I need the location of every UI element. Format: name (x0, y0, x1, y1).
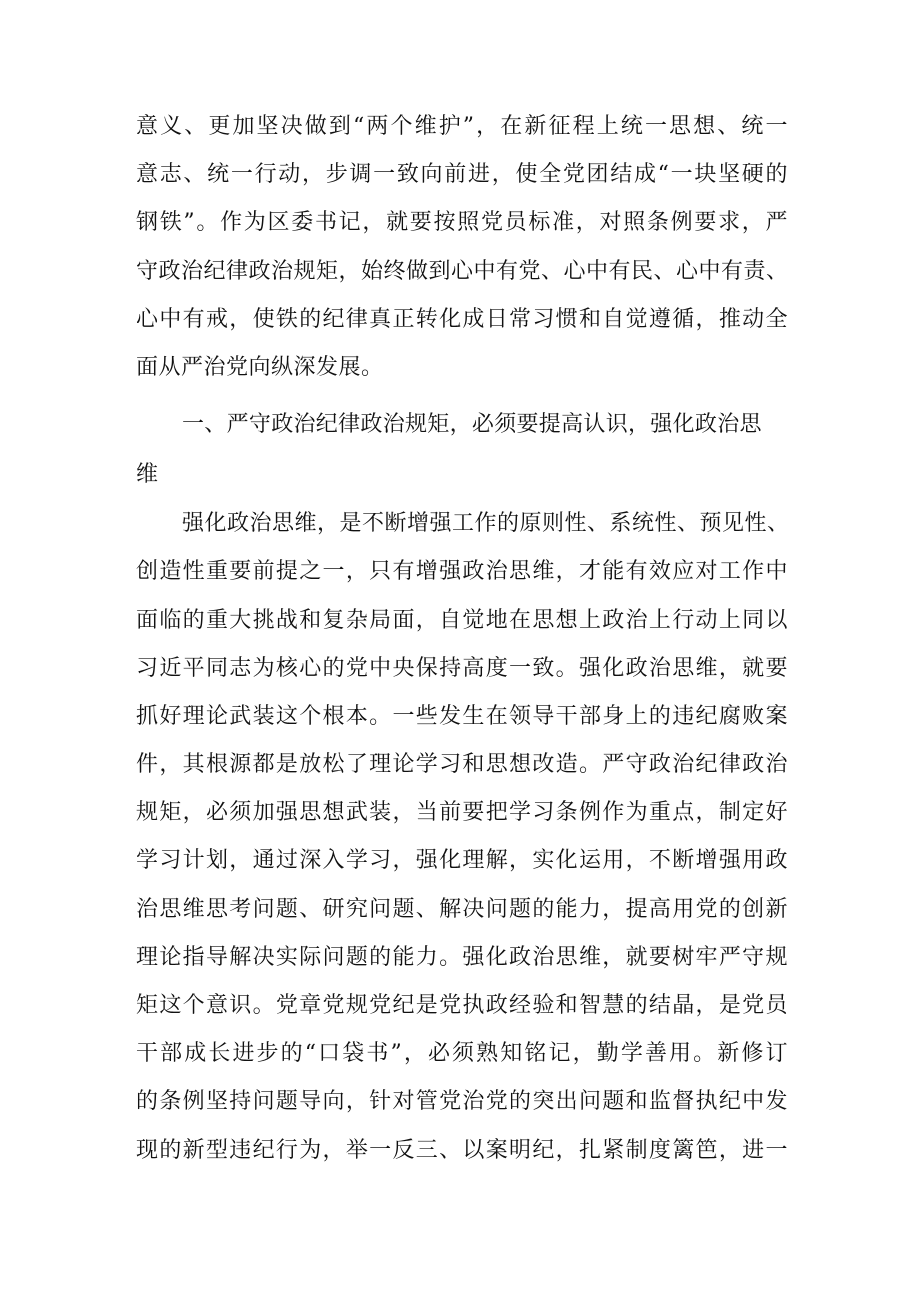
paragraph-line: 治思维思考问题、研究问题、解决问题的能力，提高用党的创新 (136, 896, 788, 922)
paragraph-2 (136, 500, 788, 1175)
paragraph-line: 现的新型违纪行为，举一反三、以案明纪，扎紧制度篱笆，进一 (136, 1137, 788, 1163)
paragraph-line: 习近平同志为核心的党中央保持高度一致。强化政治思维，就要 (136, 655, 788, 681)
paragraph-line: 的条例坚持问题导向，针对管党治党的突出问题和监督执纪中发 (136, 1089, 788, 1115)
paragraph-line: 钢铁”。作为区委书记，就要按照党员标准，对照条例要求，严 (136, 210, 788, 236)
paragraph-1 (136, 103, 788, 392)
paragraph-line: 意志、统一行动，步调一致向前进，使全党团结成“一块坚硬的 (136, 162, 788, 188)
paragraph-line: 面临的重大挑战和复杂局面，自觉地在思想上政治上行动上同以 (136, 607, 788, 633)
paragraph-line: 抓好理论武装这个根本。一些发生在领导干部身上的违纪腐败案 (136, 703, 788, 729)
section-heading (136, 400, 788, 500)
paragraph-line: 心中有戒，使铁的纪律真正转化成日常习惯和自觉遵循，推动全 (136, 306, 788, 332)
paragraph-line: 干部成长进步的“口袋书”，必须熟知铭记，勤学善用。新修订 (136, 1041, 788, 1067)
paragraph-line: 守政治纪律政治规矩，始终做到心中有党、心中有民、心中有责、 (136, 258, 789, 284)
paragraph-line: 理论指导解决实际问题的能力。强化政治思维，就要树牢严守规 (136, 944, 788, 970)
paragraph-line: 意义、更加坚决做到“两个维护”，在新征程上统一思想、统一 (136, 114, 788, 139)
paragraph-line: 件，其根源都是放松了理论学习和思想改造。严守政治纪律政治 (136, 752, 788, 778)
heading-line: 一、严守政治纪律政治规矩，必须要提高认识，强化政治思 (182, 412, 762, 438)
paragraph-line: 规矩，必须加强思想武装，当前要把学习条例作为重点，制定好 (136, 800, 788, 826)
paragraph-line: 面从严治党向纵深发展。 (136, 354, 384, 380)
paragraph-line: 强化政治思维，是不断增强工作的原则性、系统性、预见性、 (182, 511, 790, 537)
paragraph-line: 学习计划，通过深入学习，强化理解，实化运用，不断增强用政 (136, 848, 788, 874)
document-page (136, 103, 788, 1175)
paragraph-line: 矩这个意识。党章党规党纪是党执政经验和智慧的结晶，是党员 (136, 993, 788, 1018)
paragraph-line: 创造性重要前提之一，只有增强政治思维，才能有效应对工作中 (136, 559, 788, 585)
heading-line: 维 (136, 462, 159, 488)
